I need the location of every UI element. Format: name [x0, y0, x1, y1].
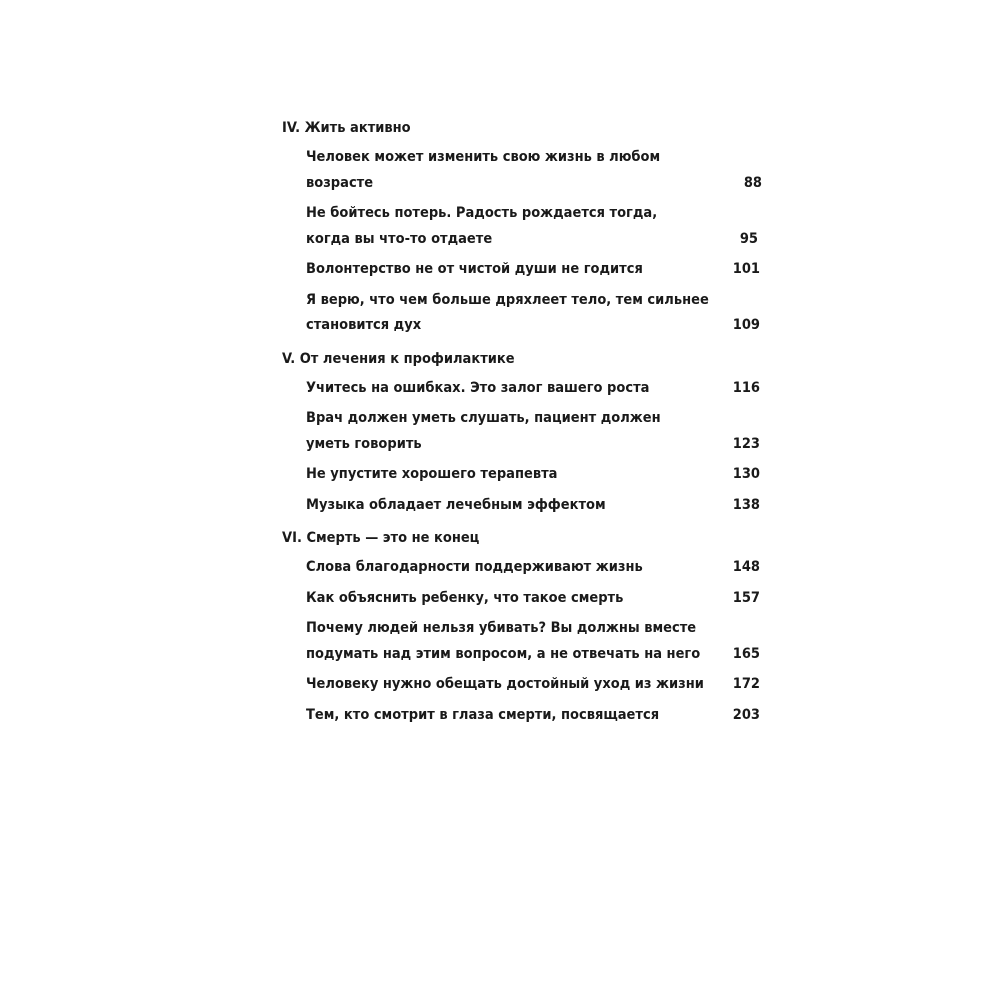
entry-page-number: 148 [732, 559, 760, 575]
entry-page-number: 109 [732, 317, 760, 333]
entry-page-number: 172 [732, 676, 760, 692]
entry-page-number: 95 [739, 230, 758, 247]
entry-title: Человек может изменить свою жизнь в любом возрасте [306, 149, 661, 191]
section-entries [282, 376, 762, 519]
entry-title: Тем, кто смотрит в глаза смерти, посвящается [306, 706, 660, 723]
entry-page-number: 157 [732, 589, 760, 606]
toc-entry [282, 201, 762, 252]
entry-page-number: 130 [732, 466, 760, 482]
entry-title: Не бойтесь потерь. Радость рождается тогда, когда вы что-то отдаете [306, 205, 658, 247]
section-heading: VI. Смерть — это не конец [282, 530, 480, 546]
toc-entry [282, 462, 762, 488]
toc-entry [282, 257, 762, 283]
toc-entry [282, 288, 762, 339]
toc-entry [282, 555, 762, 581]
table-of-contents [282, 118, 762, 728]
entry-title: Я верю, что чем больше дряхлеет тело, тем сильнее становится дух [306, 291, 709, 333]
entry-title: Учитесь на ошибках. Это залог вашего роста [306, 379, 650, 396]
toc-entry [282, 493, 762, 519]
entry-title: Человеку нужно обещать достойный уход из жизни [306, 676, 704, 692]
toc-entry [282, 145, 762, 196]
section-heading: IV. Жить активно [282, 120, 411, 136]
entry-title: Волонтерство не от чистой души не годится [306, 261, 643, 277]
section-heading: V. От лечения к профилактике [282, 350, 515, 367]
entry-page-number: 88 [743, 174, 762, 191]
entry-page-number: 116 [732, 379, 760, 396]
toc-entry [282, 376, 762, 402]
entry-page-number: 165 [732, 645, 760, 662]
toc-entry [282, 703, 762, 729]
toc-entry [282, 672, 762, 698]
entry-page-number: 123 [732, 435, 760, 452]
entry-title: Музыка обладает лечебным эффектом [306, 496, 606, 513]
section-entries [282, 145, 762, 339]
entry-page-number: 203 [732, 706, 760, 723]
entry-title: Не упустите хорошего терапевта [306, 466, 558, 482]
toc-entry [282, 616, 762, 667]
toc-entry [282, 406, 762, 457]
toc-entry [282, 586, 762, 612]
section-entries [282, 555, 762, 728]
entry-title: Почему людей нельзя убивать? Вы должны вместе подумать над этим вопросом, а не отвечать на него [306, 620, 701, 662]
entry-title: Врач должен уметь слушать, пациент должен уметь говорить [306, 410, 661, 452]
entry-title: Слова благодарности поддерживают жизнь [306, 559, 643, 575]
entry-title: Как объяснить ребенку, что такое смерть [306, 589, 624, 606]
entry-page-number: 101 [732, 261, 760, 277]
entry-page-number: 138 [732, 496, 760, 513]
